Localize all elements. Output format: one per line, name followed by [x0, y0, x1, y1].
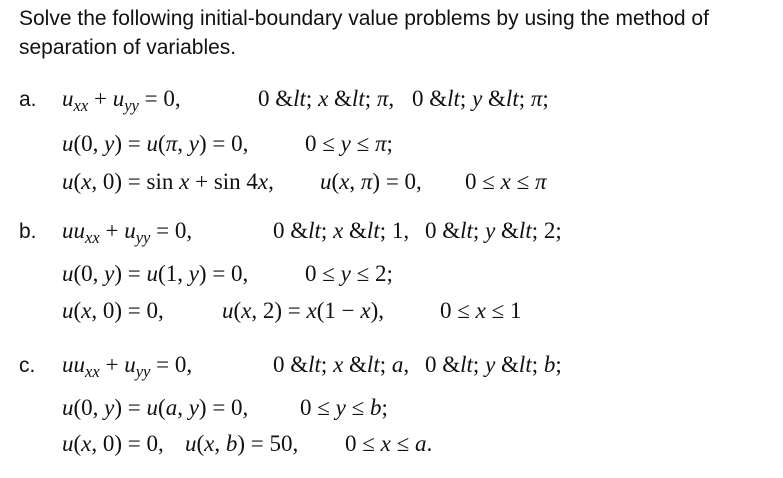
problem-a-boundary-range: 0 ≤ y ≤ π; [305, 131, 393, 156]
problem-c-boundary-range: 0 ≤ y ≤ b; [300, 395, 388, 420]
problem-b-initial-1: u(x, 0) = 0, [62, 298, 164, 323]
problem-c-boundary: u(0, y) = u(a, y) = 0, [62, 395, 249, 420]
problem-b-boundary-range: 0 ≤ y ≤ 2; [305, 261, 393, 286]
problem-c-initial-2: u(x, b) = 50, [185, 431, 299, 456]
problem-a-y-domain: 0 &lt; y &lt; π; [412, 86, 549, 111]
problem-a-label: a. [19, 88, 37, 111]
problem-b-y-domain: 0 &lt; y &lt; 2; [425, 218, 562, 243]
problem-c-pde: $uu_{xx} + u_{yy} = 0$, [62, 352, 193, 381]
problem-a-initial-range: 0 ≤ x ≤ π [465, 169, 547, 194]
problem-b-initial-2: u(x, 2) = x(1 − x), [222, 298, 385, 323]
problem-c-y-domain: 0 &lt; y &lt; b; [425, 352, 562, 377]
problem-b-boundary: u(0, y) = u(1, y) = 0, [62, 261, 249, 286]
problem-a-initial-1: u(x, 0) = sin x + sin 4x, [62, 169, 274, 194]
problem-b-label: b. [19, 220, 37, 243]
problem-a-pde: $u_{xx} + u_{yy} = 0$, [62, 86, 181, 115]
instructions-text: Solve the following initial-boundary value problems by using the method of separation of variables. [19, 7, 709, 59]
problem-c-initial-1: u(x, 0) = 0, [62, 431, 164, 456]
problem-c-label: c. [19, 354, 36, 377]
problem-a-boundary: u(0, y) = u(π, y) = 0, [62, 131, 249, 156]
problem-a-x-domain: 0 &lt; x &lt; π, [258, 86, 395, 111]
problem-b-pde: $uu_{xx} + u_{yy} = 0$, [62, 218, 193, 247]
problem-b-initial-range: 0 ≤ x ≤ 1 [440, 298, 522, 323]
problem-b-x-domain: 0 &lt; x &lt; 1, [273, 218, 410, 243]
problem-a-initial-2: u(x, π) = 0, [320, 169, 422, 194]
problem-c-initial-range: 0 ≤ x ≤ a. [345, 431, 433, 456]
problem-c-x-domain: 0 &lt; x &lt; a, [273, 352, 410, 377]
